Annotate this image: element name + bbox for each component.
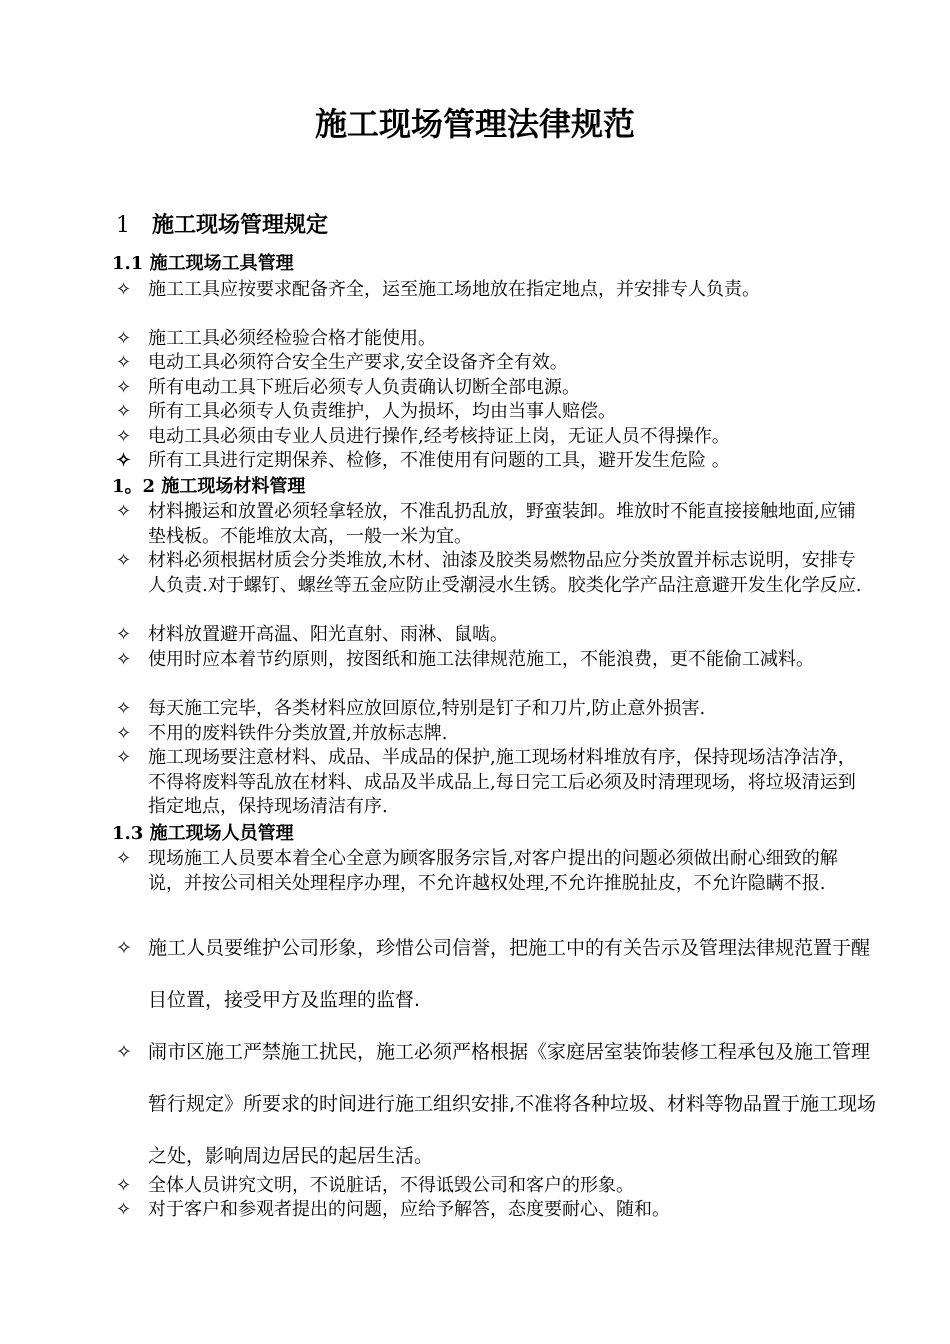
bullet-icon: ✧ (116, 649, 132, 670)
subsection-heading-personnel: 1.3 施工现场人员管理 (112, 823, 294, 844)
subsection-heading-materials: 1。2 施工现场材料管理 (112, 476, 306, 497)
list-item: ✧ 施工工具应按要求配备齐全，运至施工场地放在指定地点，并安排专人负责。 (116, 278, 876, 303)
bullet-icon: ✧ (116, 352, 132, 373)
list-item: ✧ 所有电动工具下班后必须专人负责确认切断全部电源。 (116, 376, 876, 401)
bullet-icon: ✧ (116, 937, 132, 959)
section-heading (116, 208, 328, 244)
list-item: ✧ 电动工具必须符合安全生产要求,安全设备齐全有效。 (116, 351, 876, 376)
bullet-icon: ✧ (116, 450, 132, 471)
bullet-icon: ✧ (116, 1041, 132, 1063)
list-item: ✧ 现场施工人员要本着全心全意为顾客服务宗旨,对客户提出的问题必须做出耐心细致的解说，并按公司相关处理程序办理，不允许越权处理,不允许推脱扯皮，不允许隐瞒不报. (116, 848, 838, 894)
bullet-icon: ✧ (116, 848, 132, 869)
bullet-icon: ✧ (116, 377, 132, 398)
bullet-icon: ✧ (116, 624, 132, 645)
bullet-icon: ✧ (116, 698, 132, 719)
list-item: ✧ 材料必须根据材质会分类堆放,木材、油漆及胶类易燃物品应分类放置并标志说明，安排专人负责.对于螺钉、螺丝等五金应防止受潮浸水生锈。胶类化学产品注意避开发生化学反应. (116, 550, 862, 596)
list-item: ✧ 施工现场要注意材料、成品、半成品的保护,施工现场材料堆放有序，保持现场洁净洁净，不得将废料等乱放在材料、成品及半成品上,每日完工后必须及时清理现场，将垃圾清运到指定地点，保持现场清洁有序. (116, 747, 856, 817)
list-item: ✧ 施工人员要维护公司形象，珍惜公司信誉，把施工中的有关告示及管理法律规范置于醒目位置，接受甲方及监理的监督. (116, 922, 876, 1026)
section-title: 施工现场管理规定 (152, 213, 329, 238)
bullet-icon: ✧ (116, 550, 132, 571)
list-item: ✧ 对于客户和参观者提出的问题，应给予解答，态度要耐心、随和。 (116, 1198, 876, 1223)
list-item: ✧ 不用的废料铁件分类放置,并放标志牌. (116, 722, 876, 747)
list-item: ✧ 电动工具必须由专业人员进行操作,经考核持证上岗，无证人员不得操作。 (116, 425, 876, 450)
bullet-icon: ✧ (116, 401, 132, 422)
list-item: ✧ 材料放置避开高温、阳光直射、雨淋、鼠啮。 (116, 623, 876, 648)
bullet-icon: ✧ (116, 501, 132, 522)
list-item: ✧ 每天施工完毕，各类材料应放回原位,特别是钉子和刀片,防止意外损害. (116, 697, 876, 722)
subsection-heading-tools: 1.1 施工现场工具管理 (112, 253, 294, 274)
list-item: ✧ 材料搬运和放置必须轻拿轻放，不准乱扔乱放，野蛮装卸。堆放时不能直接接触地面,应铺垫栈板。不能堆放太高，一般一米为宜。 (116, 501, 856, 547)
bullet-icon: ✧ (116, 747, 132, 768)
list-item: ✧ 所有工具必须专人负责维护，人为损坏，均由当事人赔偿。 (116, 400, 876, 425)
bullet-icon: ✧ (116, 723, 132, 744)
bullet-icon: ✧ (116, 279, 132, 300)
list-item: ✧ 全体人员讲究文明，不说脏话，不得诋毁公司和客户的形象。 (116, 1174, 876, 1199)
bullet-icon: ✧ (116, 1199, 132, 1220)
bullet-icon: ✧ (116, 328, 132, 349)
list-item: ✧ 闹市区施工严禁施工扰民，施工必须严格根据《家庭居室装饰装修工程承包及施工管理暂行规定》所要求的时间进行施工组织安排,不准将各种垃圾、材料等物品置于施工现场之处，影响周边居民的起居生活。 (116, 1026, 876, 1182)
document-title: 施工现场管理法律规范 (314, 105, 635, 143)
section-number: 1 (116, 213, 130, 238)
bullet-icon: ✧ (116, 1175, 132, 1196)
bullet-icon: ✧ (116, 426, 132, 447)
list-item: ✧ 所有工具进行定期保养、检修，不准使用有问题的工具，避开发生危险 。 (116, 449, 876, 474)
list-item: ✧ 使用时应本着节约原则，按图纸和施工法律规范施工，不能浪费，更不能偷工减料。 (116, 648, 876, 673)
list-item: ✧ 施工工具必须经检验合格才能使用。 (116, 327, 876, 352)
